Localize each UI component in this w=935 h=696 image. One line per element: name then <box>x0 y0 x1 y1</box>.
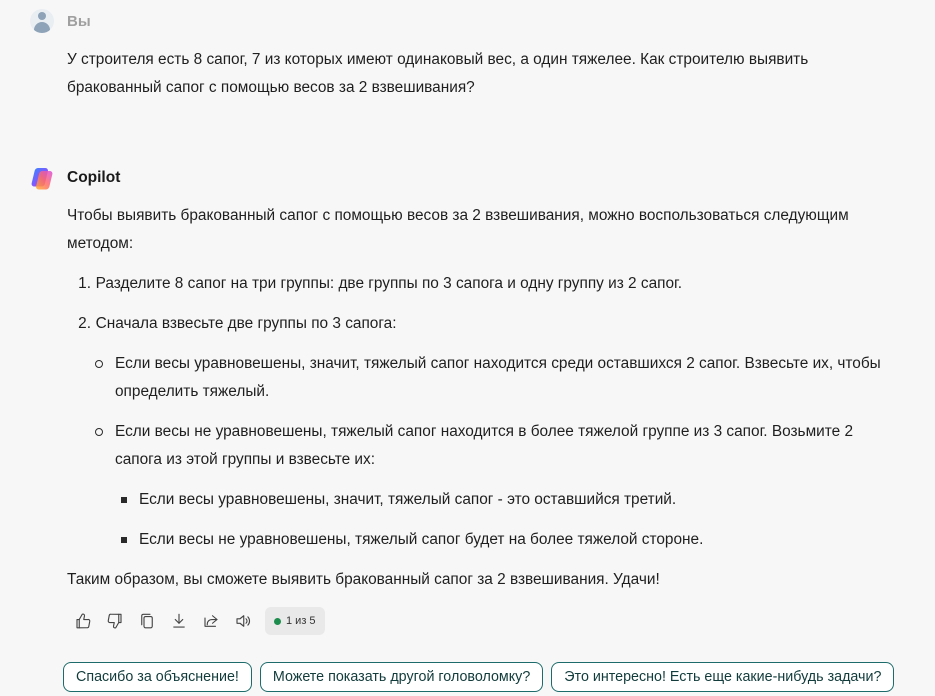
thumbs-down-icon <box>106 612 124 630</box>
bullet-circle-icon <box>95 360 103 368</box>
sub-step-text: Если весы уравновешены, значит, тяжелый сапог находится среди оставшихся 2 сапог. Взвесьте их, чтобы определить тяжелый. <box>115 355 881 400</box>
bullet-square-icon <box>121 497 127 503</box>
suggestion-chip[interactable]: Можете показать другой головоломку? <box>260 662 543 692</box>
sub-step-text: Если весы не уравновешены, тяжелый сапог находится в более тяжелой группе из 3 сапог. Возьмите 2 сапога из этой группы и взвесьте их: <box>115 423 854 468</box>
bullet-circle-icon <box>95 428 103 436</box>
status-dot-icon <box>274 618 281 625</box>
list-item <box>67 310 887 338</box>
copy-button[interactable] <box>131 606 163 636</box>
suggestion-chip[interactable]: Это интересно! Есть еще какие-нибудь задачи? <box>551 662 894 692</box>
user-avatar <box>30 9 54 33</box>
bullet-square-icon <box>121 537 127 543</box>
step-text: Сначала взвесьте две группы по 3 сапога: <box>95 315 397 332</box>
suggestion-chip[interactable]: Спасибо за объяснение! <box>63 662 252 692</box>
speaker-icon <box>234 612 252 630</box>
bot-name: Copilot <box>67 169 121 186</box>
sub-sub-step-text: Если весы уравновешены, значит, тяжелый сапог - это оставшийся третий. <box>139 491 677 508</box>
sub-list <box>95 350 887 554</box>
list-item <box>95 418 887 474</box>
thumbs-up-icon <box>74 612 92 630</box>
counter-text: 1 из 5 <box>286 615 316 627</box>
suggestion-chips <box>63 662 902 692</box>
step-number: 2. <box>78 315 91 332</box>
like-button[interactable] <box>67 606 99 636</box>
download-icon <box>170 612 188 630</box>
list-item <box>121 526 887 554</box>
copy-icon <box>138 612 156 630</box>
response-counter <box>265 607 325 635</box>
list-item <box>67 270 887 298</box>
message-actions <box>67 606 325 636</box>
bot-answer <box>67 202 887 594</box>
share-icon <box>202 612 220 630</box>
user-message: У строителя есть 8 сапог, 7 из которых имеют одинаковый вес, а один тяжелее. Как строителю выявить бракованный сапог с помощью весов за 2 взвешивания? <box>67 51 809 96</box>
sub-sub-list <box>121 486 887 554</box>
answer-outro: Таким образом, вы сможете выявить бракованный сапог за 2 взвешивания. Удачи! <box>67 571 660 588</box>
list-item <box>95 350 887 406</box>
share-button[interactable] <box>195 606 227 636</box>
step-number: 1. <box>78 275 91 292</box>
bot-header <box>30 165 120 191</box>
user-header <box>30 8 91 34</box>
sub-sub-step-text: Если весы не уравновешены, тяжелый сапог будет на более тяжелой стороне. <box>139 531 704 548</box>
user-name: Вы <box>67 12 91 30</box>
dislike-button[interactable] <box>99 606 131 636</box>
download-button[interactable] <box>163 606 195 636</box>
answer-intro: Чтобы выявить бракованный сапог с помощью весов за 2 взвешивания, можно воспользоваться следующим методом: <box>67 207 849 252</box>
read-aloud-button[interactable] <box>227 606 259 636</box>
step-text: Разделите 8 сапог на три группы: две группы по 3 сапога и одну группу из 2 сапог. <box>95 275 683 292</box>
copilot-logo-icon <box>30 166 55 191</box>
list-item <box>121 486 887 514</box>
